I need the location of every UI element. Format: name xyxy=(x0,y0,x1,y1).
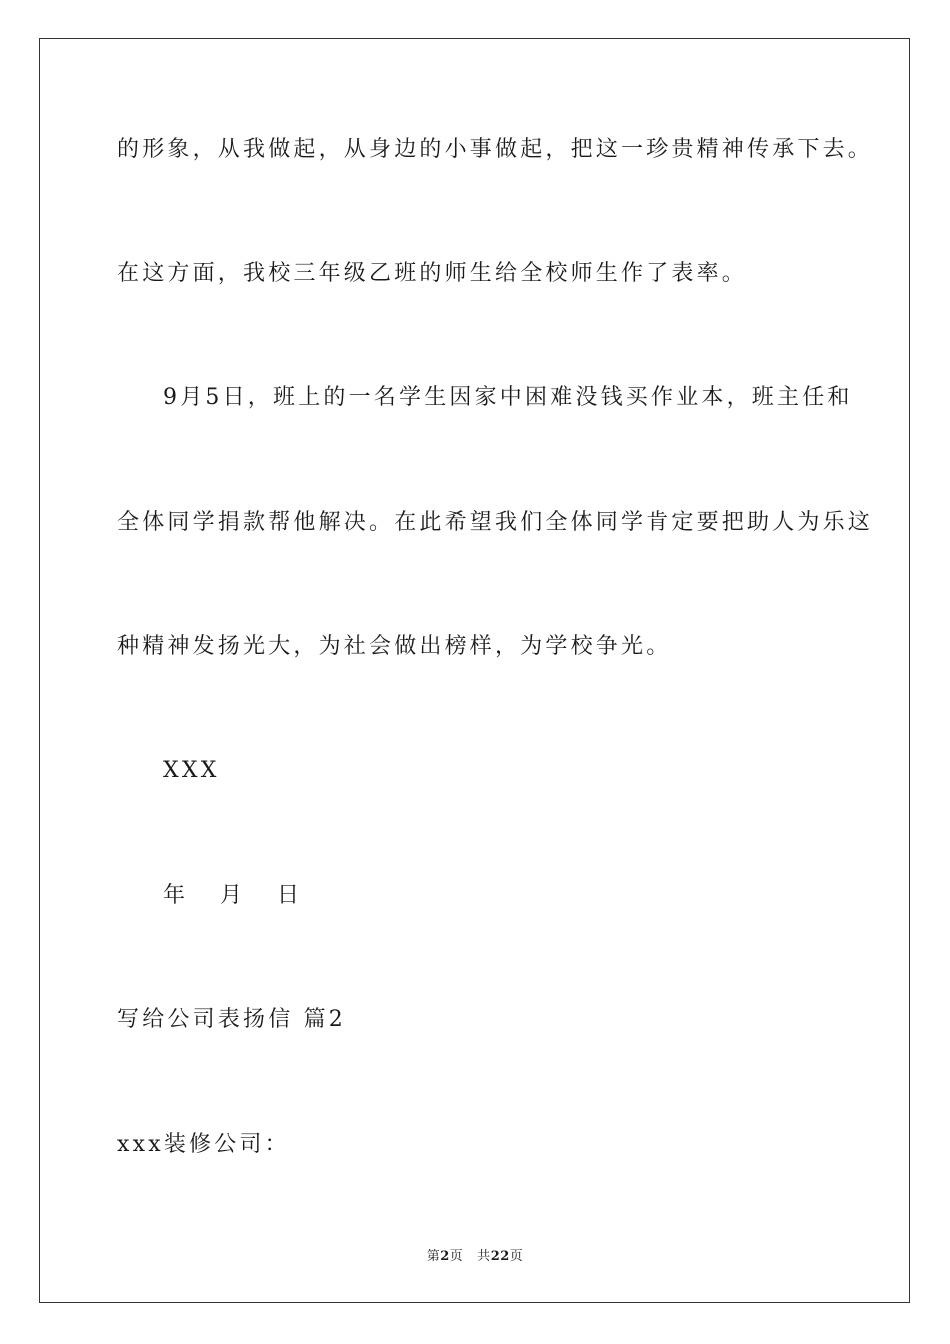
footer-total-prefix: 共 xyxy=(477,1249,491,1264)
page-border xyxy=(39,38,910,1303)
total-pages-number: 22 xyxy=(490,1249,510,1264)
body-line-3: 9月5日，班上的一名学生因家中困难没钱买作业本，班主任和 xyxy=(163,385,853,410)
section-heading: 写给公司表扬信 篇2 xyxy=(117,1007,346,1032)
current-page-number: 2 xyxy=(440,1249,450,1264)
footer-total-suffix: 页 xyxy=(509,1249,524,1264)
footer-prefix: 第 xyxy=(426,1249,441,1264)
body-line-1: 的形象，从我做起，从身边的小事做起，把这一珍贵精神传承下去。 xyxy=(117,137,874,162)
body-line-4: 全体同学捐款帮他解决。在此希望我们全体同学肯定要把助人为乐这 xyxy=(117,510,874,535)
footer-page-word: 页 xyxy=(449,1249,464,1264)
body-line-2: 在这方面，我校三年级乙班的师生给全校师生作了表率。 xyxy=(117,261,748,286)
signature-date: 年 月 日 xyxy=(163,883,313,908)
signature: XXX xyxy=(163,758,220,783)
page-footer xyxy=(0,1245,950,1264)
body-line-5: 种精神发扬光大，为社会做出榜样，为学校争光。 xyxy=(117,634,672,659)
salutation: xxx装修公司： xyxy=(117,1132,290,1157)
